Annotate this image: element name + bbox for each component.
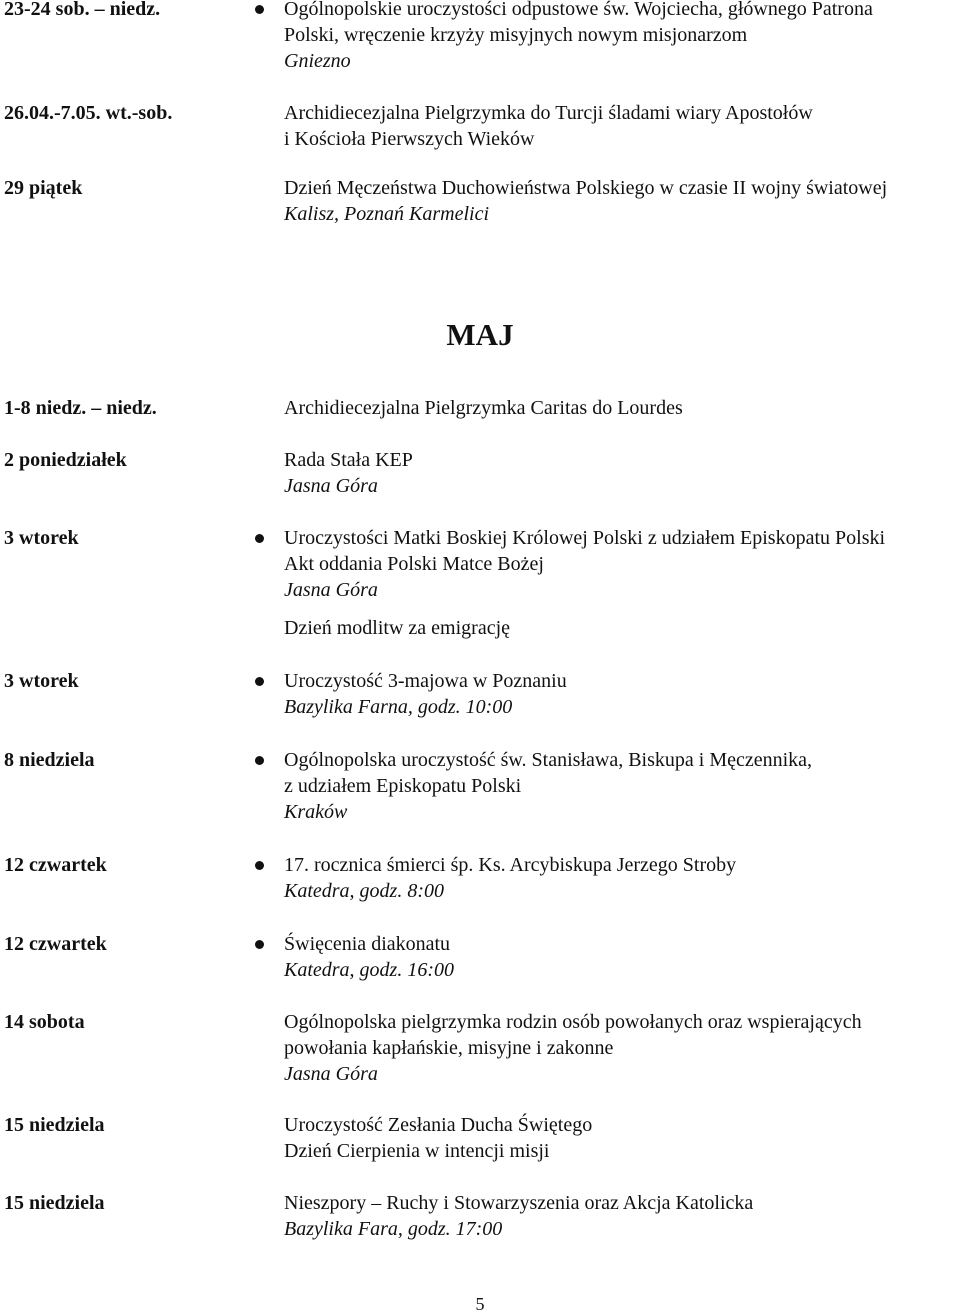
entry-location: Bazylika Fara, godz. 17:00 xyxy=(284,1218,503,1240)
entry-description xyxy=(284,852,960,904)
entry-location: Bazylika Farna, godz. 10:00 xyxy=(284,696,513,718)
entry-text: 17. rocznica śmierci śp. Ks. Arcybiskupa Jerzego Stroby xyxy=(284,854,737,876)
entry-date: 2 poniedziałek xyxy=(4,449,127,471)
entry-description xyxy=(284,447,960,499)
page-number: 5 xyxy=(475,1294,485,1314)
entry-date: 3 wtorek xyxy=(4,527,79,549)
entry-description xyxy=(284,1009,960,1087)
entry-description xyxy=(284,747,960,825)
entry-date: 1-8 niedz. – niedz. xyxy=(4,397,157,419)
entry-text: Uroczystość Zesłania Ducha Świętego xyxy=(284,1114,593,1136)
entry-date: 14 sobota xyxy=(4,1011,85,1033)
entry-text: Rada Stała KEP xyxy=(284,449,413,471)
entry-date: 15 niedziela xyxy=(4,1192,105,1214)
entry-text: i Kościoła Pierwszych Wieków xyxy=(284,128,535,150)
entry-text: Dzień Cierpienia w intencji misji xyxy=(284,1140,550,1162)
entry-text: Ogólnopolska pielgrzymka rodzin osób powołanych oraz wspierających xyxy=(284,1011,862,1033)
entry-location: Katedra, godz. 8:00 xyxy=(284,880,444,902)
entry-description xyxy=(284,100,960,152)
entry-description xyxy=(284,525,960,603)
entry-location: Katedra, godz. 16:00 xyxy=(284,959,454,981)
entry-description xyxy=(284,1112,960,1164)
entry-location: Jasna Góra xyxy=(284,579,378,601)
entry-location: Gniezno xyxy=(284,50,351,72)
entry-date: 12 czwartek xyxy=(4,854,107,876)
bullet-icon xyxy=(255,677,264,686)
month-heading: MAJ xyxy=(446,317,514,352)
entry-date: 12 czwartek xyxy=(4,933,107,955)
entry-text: Dzień Męczeństwa Duchowieństwa Polskiego w czasie II wojny światowej xyxy=(284,177,888,199)
entry-text: Uroczystość 3-majowa w Poznaniu xyxy=(284,670,567,692)
entry-text: Akt oddania Polski Matce Bożej xyxy=(284,553,544,575)
entry-text: Polski, wręczenie krzyży misyjnych nowym misjonarzom xyxy=(284,24,748,46)
entry-text: Uroczystości Matki Boskiej Królowej Polski z udziałem Episkopatu Polski xyxy=(284,527,886,549)
entry-description xyxy=(284,395,960,421)
entry-text: Święcenia diakonatu xyxy=(284,933,451,955)
entry-description xyxy=(284,1190,960,1242)
entry-description xyxy=(284,175,960,227)
entry-text: Dzień modlitw za emigrację xyxy=(284,617,511,639)
bullet-icon xyxy=(255,756,264,765)
entry-date: 23-24 sob. – niedz. xyxy=(4,0,161,20)
entry-location: Jasna Góra xyxy=(284,1063,378,1085)
entry-description xyxy=(284,615,960,641)
entry-location: Jasna Góra xyxy=(284,475,378,497)
entry-location: Kalisz, Poznań Karmelici xyxy=(284,203,490,225)
entry-date: 26.04.-7.05. wt.-sob. xyxy=(4,102,173,124)
bullet-icon xyxy=(255,940,264,949)
entry-text: powołania kapłańskie, misyjne i zakonne xyxy=(284,1037,614,1059)
entry-date: 3 wtorek xyxy=(4,670,79,692)
entry-location: Kraków xyxy=(284,801,348,823)
entry-date: 8 niedziela xyxy=(4,749,95,771)
entry-description xyxy=(284,931,960,983)
bullet-icon xyxy=(255,534,264,543)
entry-text: Ogólnopolska uroczystość św. Stanisława, Biskupa i Męczennika, xyxy=(284,749,813,771)
entry-text: Archidiecezjalna Pielgrzymka Caritas do Lourdes xyxy=(284,397,683,419)
bullet-icon xyxy=(255,861,264,870)
entry-text: Archidiecezjalna Pielgrzymka do Turcji śladami wiary Apostołów xyxy=(284,102,813,124)
entry-text: Nieszpory – Ruchy i Stowarzyszenia oraz Akcja Katolicka xyxy=(284,1192,754,1214)
entry-text: Ogólnopolskie uroczystości odpustowe św. Wojciecha, głównego Patrona xyxy=(284,0,873,20)
entry-date: 29 piątek xyxy=(4,177,83,199)
bullet-icon xyxy=(255,5,264,14)
entry-text: z udziałem Episkopatu Polski xyxy=(284,775,522,797)
entry-description xyxy=(284,668,960,720)
entry-date: 15 niedziela xyxy=(4,1114,105,1136)
entry-description xyxy=(284,0,960,74)
